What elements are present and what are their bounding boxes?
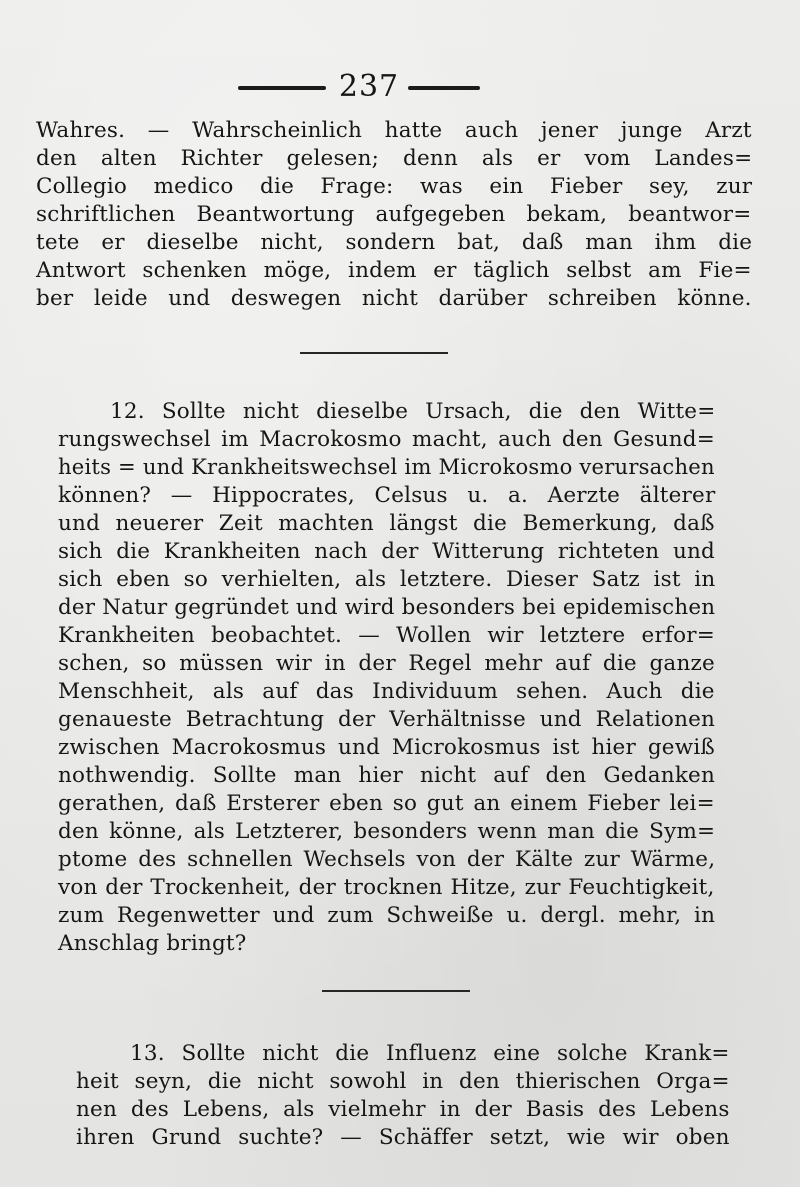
text-line: Menschheit, als auf das Individuum sehen. Auch die: [58, 679, 715, 704]
page-header: [0, 68, 800, 108]
text-line: Collegio medico die Frage: was ein Fieber sey, zur: [36, 174, 753, 199]
text-line: ihren Grund suchte? — Schäffer setzt, wie wir oben: [76, 1125, 730, 1150]
text-line: 12. Sollte nicht dieselbe Ursach, die den Witte=: [110, 399, 716, 424]
text-line: den könne, als Letzterer, besonders wenn man die Sym=: [58, 819, 716, 844]
text-line: schen, so müssen wir in der Regel mehr auf die ganze: [58, 651, 715, 676]
header-rule-left: [238, 86, 326, 90]
text-line: ber leide und deswegen nicht darüber schreiben könne.: [36, 286, 752, 311]
header-rule-right: [408, 86, 480, 90]
text-line: und neuerer Zeit machten längst die Bemerkung, daß: [58, 511, 715, 536]
text-line: Anschlag bringt?: [58, 931, 247, 956]
text-line: tete er dieselbe nicht, sondern bat, daß man ihm die: [36, 230, 753, 255]
text-line: sich die Krankheiten nach der Witterung richteten und: [58, 539, 716, 564]
text-line: von der Trockenheit, der trocknen Hitze, zur Feuchtigkeit,: [58, 875, 715, 900]
text-line: sich eben so verhielten, als letztere. Dieser Satz ist in: [58, 567, 716, 592]
text-line: Wahres. — Wahrscheinlich hatte auch jener junge Arzt: [36, 118, 752, 143]
text-line: nen des Lebens, als vielmehr in der Basis des Lebens: [76, 1097, 730, 1122]
text-line: schriftlichen Beantwortung aufgegeben bekam, beantwor=: [36, 202, 752, 227]
text-line: Krankheiten beobachtet. — Wollen wir letztere erfor=: [58, 623, 715, 648]
text-line: den alten Richter gelesen; denn als er vom Landes=: [36, 146, 753, 171]
text-line: ptome des schnellen Wechsels von der Kälte zur Wärme,: [58, 847, 716, 872]
text-line: können? — Hippocrates, Celsus u. a. Aerzte älterer: [58, 483, 716, 508]
text-line: zwischen Macrokosmus und Microkosmus ist hier gewiß: [58, 735, 715, 760]
text-line: 13. Sollte nicht die Influenz eine solche Krank=: [130, 1041, 730, 1066]
page-number: 237: [338, 69, 400, 104]
text-line: der Natur gegründet und wird besonders bei epidemischen: [58, 595, 716, 620]
text-line: rungswechsel im Macrokosmo macht, auch den Gesund=: [58, 427, 715, 452]
text-line: Antwort schenken möge, indem er täglich selbst am Fie=: [36, 258, 752, 283]
text-line: heit seyn, die nicht sowohl in den thierischen Orga=: [76, 1069, 730, 1094]
text-line: heits = und Krankheitswechsel im Microkosmo verursachen: [58, 455, 715, 480]
text-line: nothwendig. Sollte man hier nicht auf den Gedanken: [58, 763, 716, 788]
text-line: zum Regenwetter und zum Schweiße u. dergl. mehr, in: [58, 903, 716, 928]
section-separator: [322, 990, 470, 992]
text-line: gerathen, daß Ersterer eben so gut an einem Fieber lei=: [58, 791, 715, 816]
section-separator: [300, 352, 448, 354]
text-line: genaueste Betrachtung der Verhältnisse und Relationen: [58, 707, 716, 732]
